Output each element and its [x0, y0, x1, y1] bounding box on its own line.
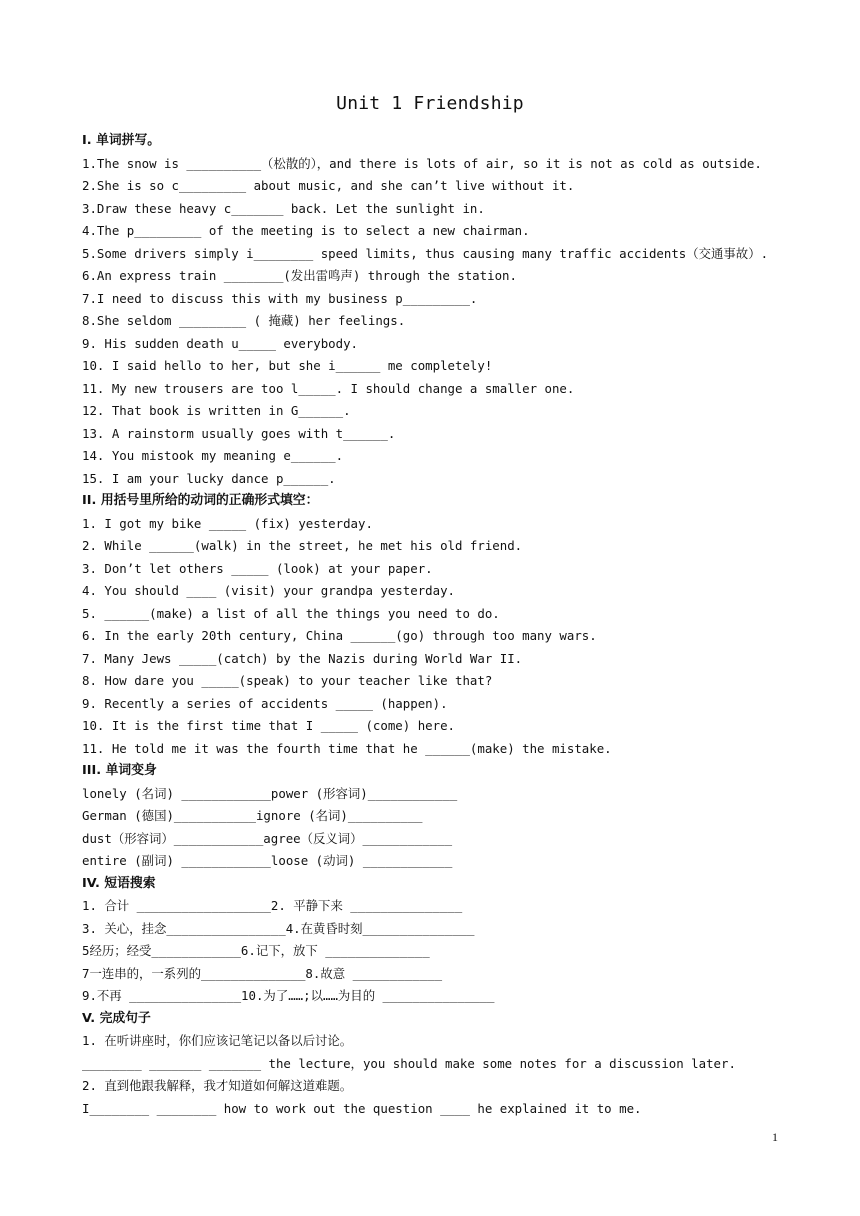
exercise-line: 6.An express train ________(发出雷鸣声) through the station. — [82, 268, 517, 283]
exercise-line: 6. In the early 20th century, China ______(go) through too many wars. — [82, 628, 597, 643]
exercise-line: 7. Many Jews _____(catch) by the Nazis during World War II. — [82, 650, 523, 666]
exercise-line: 8.She seldom _________ ( 掩藏) her feelings. — [82, 313, 406, 328]
exercise-line: dust（形容词）____________agree（反义词）____________ — [82, 830, 453, 846]
exercise-line: 12. That book is written in G______. — [82, 403, 351, 418]
exercise-line: 2. While ______(walk) in the street, he met his old friend. — [82, 538, 523, 553]
exercise-line: lonely (名词) ____________power (形容词)____________ — [82, 785, 458, 801]
exercise-line: 10. I said hello to her, but she i______ me completely! — [82, 358, 493, 373]
section-heading: II. 用括号里所给的动词的正确形式填空： — [82, 493, 319, 508]
page-number: 1 — [772, 1130, 778, 1144]
exercise-line: 3. Don’t let others _____ (look) at your paper. — [82, 560, 433, 576]
exercise-line: 9. His sudden death u_____ everybody. — [82, 335, 359, 351]
page-title: Unit 1 Friendship — [336, 93, 524, 114]
section-heading: V. 完成句子 — [82, 1010, 151, 1026]
exercise-line: I________ ________ how to work out the question ____ he explained it to me. — [82, 1100, 642, 1116]
exercise-line: 11. My new trousers are too l_____. I should change a smaller one. — [82, 380, 575, 396]
exercise-line: 2. 直到他跟我解释，我才知道如何解这道难题。 — [82, 1078, 353, 1093]
exercise-line: 3. 关心，挂念________________4.在黄昏时刻_______________ — [82, 920, 475, 936]
section-heading: III. 单词变身 — [82, 763, 157, 778]
exercise-line: 9.不再 _______________10.为了……;以……为目的 _______________ — [82, 988, 495, 1003]
exercise-line: ________ _______ _______ the lecture，you should make some notes for a discussion later. — [82, 1055, 736, 1071]
exercise-line: 1.The snow is __________（松散的），and there is lots of air, so it is not as cold as outside. — [82, 155, 762, 171]
exercise-line: 1. I got my bike _____ (fix) yesterday. — [82, 515, 373, 531]
exercise-line: 9. Recently a series of accidents _____ (happen). — [82, 695, 448, 711]
exercise-line: 5.Some drivers simply i________ speed limits, thus causing many traffic accidents（交通事故）. — [82, 245, 769, 261]
exercise-line: 10. It is the first time that I _____ (come) here. — [82, 718, 455, 733]
exercise-line: 1. 在听讲座时，你们应该记笔记以备以后讨论。 — [82, 1033, 353, 1048]
exercise-line: 7一连串的，一系列的______________8.故意 ____________ — [82, 965, 443, 981]
exercise-line: 8. How dare you _____(speak) to your teacher like that? — [82, 673, 493, 688]
exercise-line: 7.I need to discuss this with my business p_________. — [82, 290, 478, 306]
section-heading: IV. 短语搜索 — [82, 875, 156, 891]
exercise-line: 14. You mistook my meaning e______. — [82, 448, 344, 463]
exercise-line: 5经历；经受____________6.记下，放下 ______________ — [82, 943, 430, 958]
exercise-line: 1. 合计 __________________2. 平静下来 _______________ — [82, 898, 463, 913]
exercise-line: 4.The p_________ of the meeting is to select a new chairman. — [82, 223, 530, 238]
exercise-line: 5. ______(make) a list of all the things you need to do. — [82, 605, 500, 621]
exercise-line: 15. I am your lucky dance p______. — [82, 470, 336, 486]
exercise-line: 13. A rainstorm usually goes with t______. — [82, 425, 396, 441]
section-heading: I. 单词拼写。 — [82, 133, 161, 148]
exercise-line: 2.She is so c_________ about music, and she can’t live without it. — [82, 178, 575, 193]
exercise-line: 3.Draw these heavy c_______ back. Let the sunlight in. — [82, 200, 485, 216]
exercise-line: 4. You should ____ (visit) your grandpa yesterday. — [82, 583, 455, 598]
exercise-line: 11. He told me it was the fourth time that he ______(make) the mistake. — [82, 740, 612, 756]
exercise-line: German (德国)___________ignore (名词)__________ — [82, 808, 423, 823]
exercise-line: entire (副词) ____________loose (动词) ____________ — [82, 853, 453, 868]
exercise-content — [82, 130, 802, 1120]
